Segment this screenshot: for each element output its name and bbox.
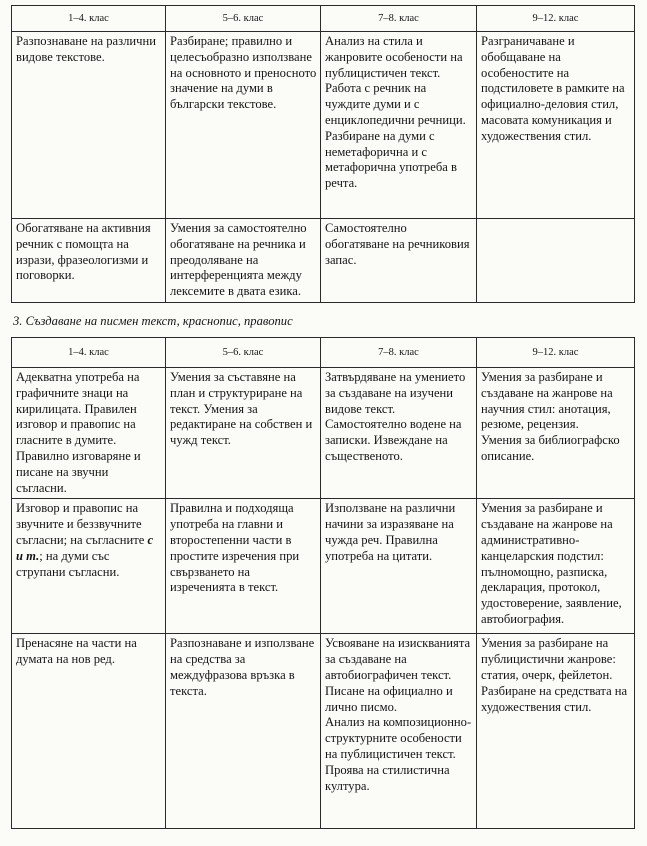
table-cell — [477, 368, 635, 499]
table-cell: Пренасяне на части на думата на нов ред. — [12, 634, 166, 829]
cell-paragraph: Умения за разбиране на публицистични жанрове: статия, очерк, фейлетон. — [481, 636, 616, 682]
cell-paragraph: Разбиране на думи с неметафорична и с метафорична употреба в речта. — [325, 128, 457, 191]
table-cell-empty — [477, 219, 635, 303]
table-header-row — [12, 6, 635, 32]
column-header: 1–4. клас — [12, 6, 166, 32]
table-row — [12, 634, 635, 829]
curriculum-table-1 — [11, 5, 635, 303]
table-row — [12, 219, 635, 303]
table-cell: Разграничаване и обобщаване на особеностите на подстиловете в рамките на официално-деловия стил, масовата комуникация и художествения стил. — [477, 32, 635, 219]
table-cell: Разбиране; правилно и целесъобразно използване на основното и преносното значение на думи в български текстове. — [166, 32, 321, 219]
cell-paragraph: Разбиране на средствата на художествения стил. — [481, 683, 628, 714]
table-cell: Разпознаване и използване на средства за междуфразова връзка в текста. — [166, 634, 321, 829]
cell-paragraph: Писане на официално и лично писмо. — [325, 683, 453, 714]
table-header-row — [12, 338, 635, 368]
table-cell: Умения за разбиране и създаване на жанрове на административно-канцеларския подстил: пълномощно, разписка, декларация, протокол, удостоверение, заявление, автобиография. — [477, 499, 635, 634]
column-header: 5–6. клас — [166, 6, 321, 32]
cell-paragraph: Анализ на композиционно-структурните особености на публицистичен текст. — [325, 715, 472, 761]
table-cell: Затвърдяване на умението за създаване на изучени видове текст. Самостоятелно водене на записки. Извеждане на същественото. — [321, 368, 477, 499]
table-cell: Правилна и подходяща употреба на главни и второстепенни части в простите изречения при свързването на изреченията в текст. — [166, 499, 321, 634]
cell-paragraph: Работа с речник на чуждите думи и с енциклопедични речници. — [325, 81, 466, 127]
table-cell: Умения за съставяне на план и структуриране на текст. Умения за редактиране на собствен и чужд текст. — [166, 368, 321, 499]
cell-paragraph: Правилно изговаряне и писане на звучни съгласни. — [16, 448, 141, 495]
table-cell — [12, 368, 166, 499]
column-header: 5–6. клас — [166, 338, 321, 368]
cell-paragraph: Умения за библиографско описание. — [481, 433, 620, 463]
column-header: 9–12. клас — [477, 338, 635, 368]
table-cell: Обогатяване на активния речник с помощта на изрази, фразеологизми и поговорки. — [12, 219, 166, 303]
cell-text: Изговор и правопис на звучните и беззвучните съгласни; на съгласните — [16, 501, 145, 547]
cell-paragraph: Анализ на стила и жанровите особености на публицистичен текст. — [325, 34, 463, 80]
table-cell: Самостоятелно обогатяване на речниковия запас. — [321, 219, 477, 303]
table-row — [12, 499, 635, 634]
table-cell — [12, 499, 166, 634]
cell-paragraph: Умения за разбиране и създаване на жанрове на научния стил: анотация, резюме, рецензия. — [481, 370, 613, 432]
table-cell — [321, 32, 477, 219]
column-header: 7–8. клас — [321, 6, 477, 32]
section-title: 3. Създаване на писмен текст, краснопис, правопис — [13, 314, 293, 328]
table-row — [12, 368, 635, 499]
table-cell: Разпознаване на различни видове текстове. — [12, 32, 166, 219]
table-cell: Използване на различни начини за изразяване на чужда реч. Правилна употреба на цитати. — [321, 499, 477, 634]
table-cell — [321, 634, 477, 829]
cell-paragraph: Проява на стилистична култура. — [325, 762, 450, 793]
cell-paragraph: Адекватна употреба на графичните знаци на кирилицата. Правилен изговор и правопис на гласните в думите. — [16, 370, 140, 448]
table-cell — [477, 634, 635, 829]
curriculum-table-2 — [11, 337, 635, 829]
cell-text: ; на думи със струпани съгласни. — [16, 548, 120, 579]
column-header: 7–8. клас — [321, 338, 477, 368]
table-cell: Умения за самостоятелно обогатяване на речника и преодоляване на интерференцията между лексемите в двата езика. — [166, 219, 321, 303]
table-row — [12, 32, 635, 219]
column-header: 9–12. клас — [477, 6, 635, 32]
letters-emphasis: с и т. — [16, 532, 154, 563]
cell-paragraph: Усвояване на изискванията за създаване на автобиографичен текст. — [325, 636, 471, 682]
column-header: 1–4. клас — [12, 338, 166, 368]
